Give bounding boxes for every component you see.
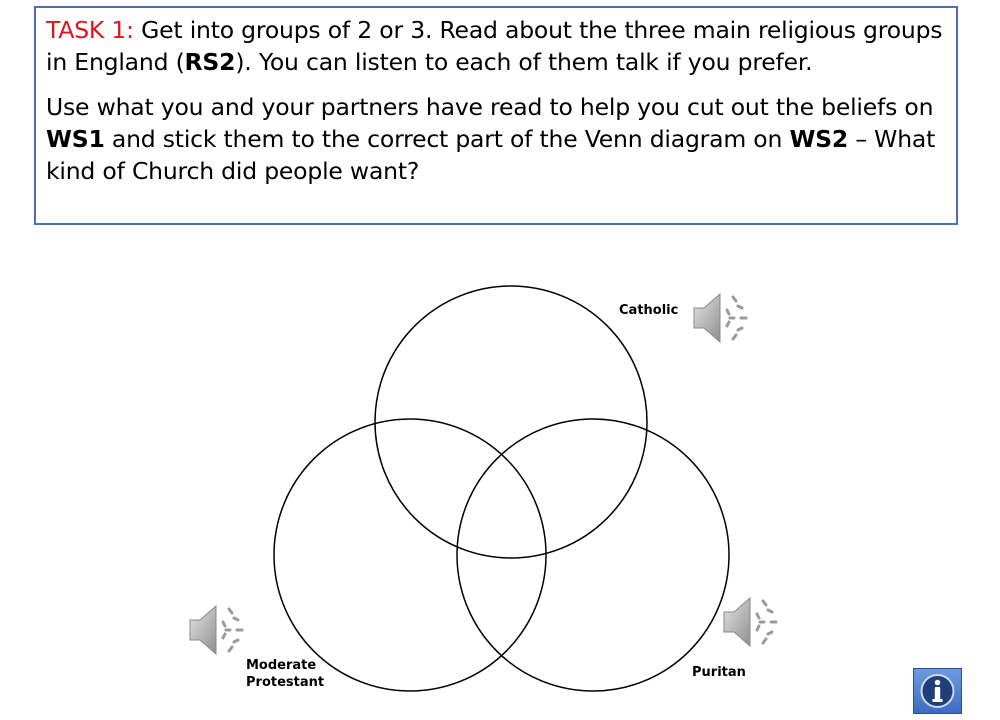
task-text: Use what you and your partners have read to help you cut out the beliefs on xyxy=(46,93,934,121)
info-icon xyxy=(914,669,961,713)
catholic-circle xyxy=(375,286,647,558)
puritan-circle xyxy=(457,419,729,691)
catholic-speaker-icon[interactable] xyxy=(690,288,752,350)
task-text: – What kind of Church did people want? xyxy=(46,125,936,185)
task-text: ). You can listen to each of them talk if you prefer. xyxy=(235,48,813,76)
task-text: and stick them to the correct part of the Venn diagram on xyxy=(104,125,790,153)
catholic-label: Catholic xyxy=(619,303,679,318)
moderate-protestant-circle xyxy=(274,419,546,691)
task-text: Get into groups of 2 or 3. Read about the three main religious groups in England ( xyxy=(46,16,943,76)
moderate-protestant-speaker-icon[interactable] xyxy=(186,600,248,662)
info-button[interactable] xyxy=(913,668,962,714)
puritan-label: Puritan xyxy=(692,665,746,680)
ws1-ref: WS1 xyxy=(46,125,105,153)
ws2-ref: WS2 xyxy=(789,125,849,153)
moderate-protestant-label xyxy=(246,657,324,691)
puritan-speaker-icon[interactable] xyxy=(720,592,782,654)
moderate-label-line2: Protestant xyxy=(246,675,325,690)
moderate-label-line1: Moderate xyxy=(246,658,317,673)
rs2-ref: RS2 xyxy=(184,48,236,76)
task-prefix: TASK 1: xyxy=(46,16,134,44)
